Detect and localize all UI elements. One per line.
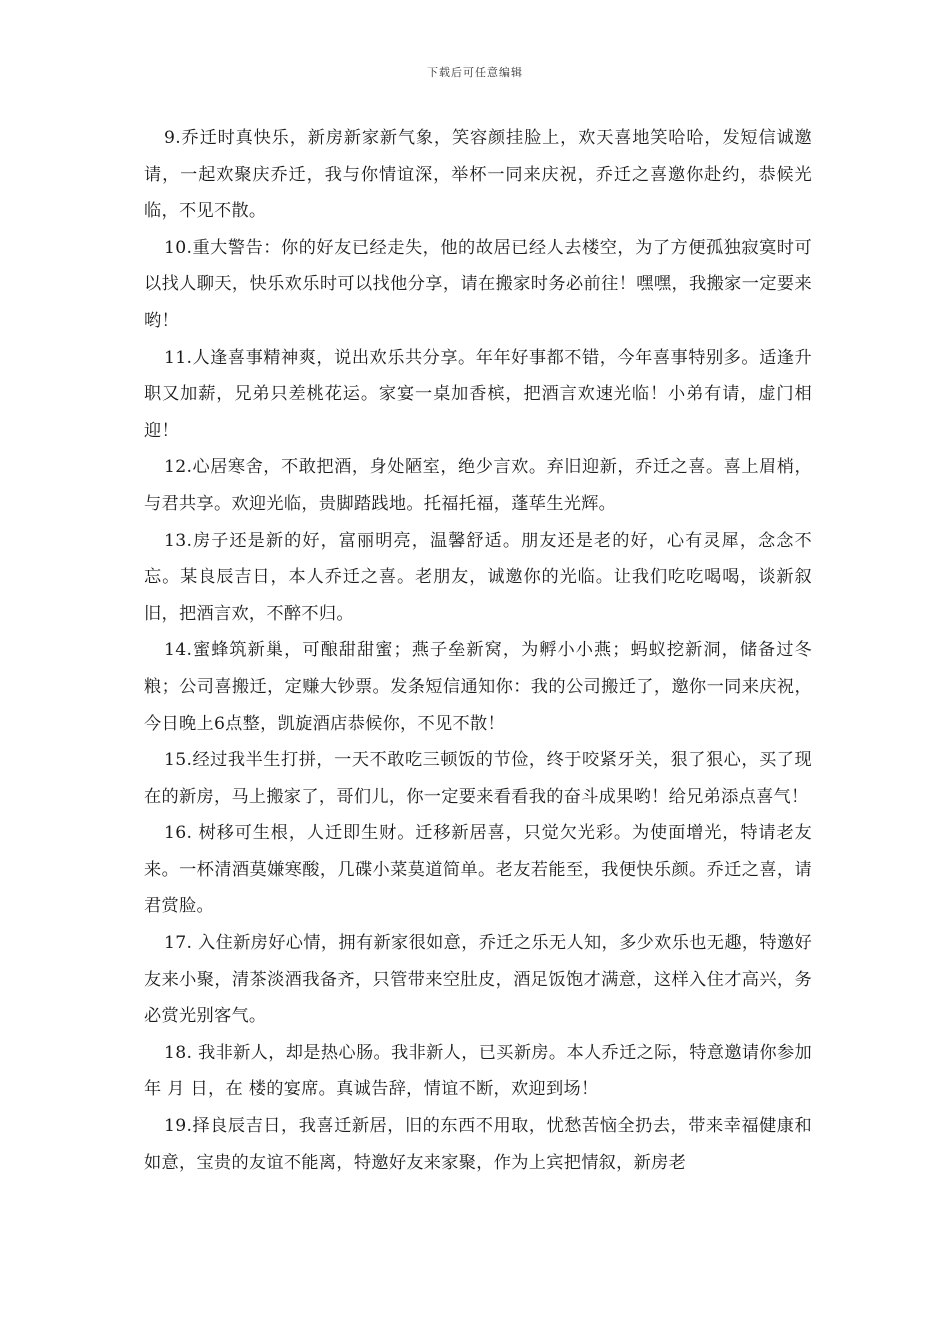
paragraph-17: 17. 入住新房好心情，拥有新家很如意，乔迁之乐无人知，多少欢乐也无趣，特邀好友来小聚，清茶淡酒我备齐，只管带来空肚皮，酒足饭饱才满意，这样入住才高兴，务必赏光别客气。: [144, 933, 812, 1027]
paragraph-13: 13.房子还是新的好，富丽明亮，温馨舒适。朋友还是老的好，心有灵犀，念念不忘。某良辰吉日，本人乔迁之喜。老朋友，诚邀你的光临。让我们吃吃喝喝，谈新叙旧，把酒言欢，不醉不归。: [144, 530, 812, 624]
paragraph-9: 9.乔迁时真快乐，新房新家新气象，笑容颜挂脸上，欢天喜地笑哈哈，发短信诚邀请，一起欢聚庆乔迁，我与你情谊深，举杯一同来庆祝，乔迁之喜邀你赴约，恭候光临，不见不散。: [144, 128, 812, 222]
paragraph-16: 16. 树移可生根，人迁即生财。迁移新居喜，只觉欠光彩。为使面增光，特请老友来。一杯清酒莫嫌寒酸，几碟小菜莫道简单。老友若能至，我便快乐颜。乔迁之喜，请君赏脸。: [144, 823, 812, 917]
document-body: [144, 120, 812, 1181]
paragraph-11: 11.人逢喜事精神爽，说出欢乐共分享。年年好事都不错，今年喜事特别多。适逢升职又加薪，兄弟只差桃花运。家宴一桌加香槟，把酒言欢速光临！小弟有请，虚门相迎！: [144, 347, 812, 441]
paragraph-18: 18. 我非新人，却是热心肠。我非新人，已买新房。本人乔迁之际，特意邀请你参加 年 月 日，在 楼的宴席。真诚告辞，情谊不断，欢迎到场！: [144, 1042, 812, 1100]
paragraph-19: 19.择良辰吉日，我喜迁新居，旧的东西不用取，忧愁苦恼全扔去，带来幸福健康和如意，宝贵的友谊不能离，特邀好友来家聚，作为上宾把情叙，新房老: [144, 1116, 812, 1173]
paragraph-12: 12.心居寒舍，不敢把酒，身处陋室，绝少言欢。弃旧迎新，乔迁之喜。喜上眉梢，与君共享。欢迎光临，贵脚踏践地。托福托福，蓬荜生光辉。: [144, 457, 812, 514]
paragraph-15: 15.经过我半生打拼，一天不敢吃三顿饭的节俭，终于咬紧牙关，狠了狠心，买了现在的新房，马上搬家了，哥们儿，你一定要来看看我的奋斗成果哟！给兄弟添点喜气！: [144, 750, 812, 807]
page-header: 下载后可任意编辑: [427, 66, 523, 79]
paragraph-10: 10.重大警告：你的好友已经走失，他的故居已经人去楼空，为了方便孤独寂寞时可以找人聊天，快乐欢乐时可以找他分享，请在搬家时务必前往！嘿嘿，我搬家一定要来哟！: [144, 237, 812, 331]
paragraph-14: 14.蜜蜂筑新巢，可酿甜甜蜜；燕子垒新窝，为孵小小燕；蚂蚁挖新洞，储备过冬粮；公司喜搬迁，定赚大钞票。发条短信通知你：我的公司搬迁了，邀你一同来庆祝，今日晚上6点整，凯旋酒店恭候你，不见不散！: [144, 640, 812, 734]
